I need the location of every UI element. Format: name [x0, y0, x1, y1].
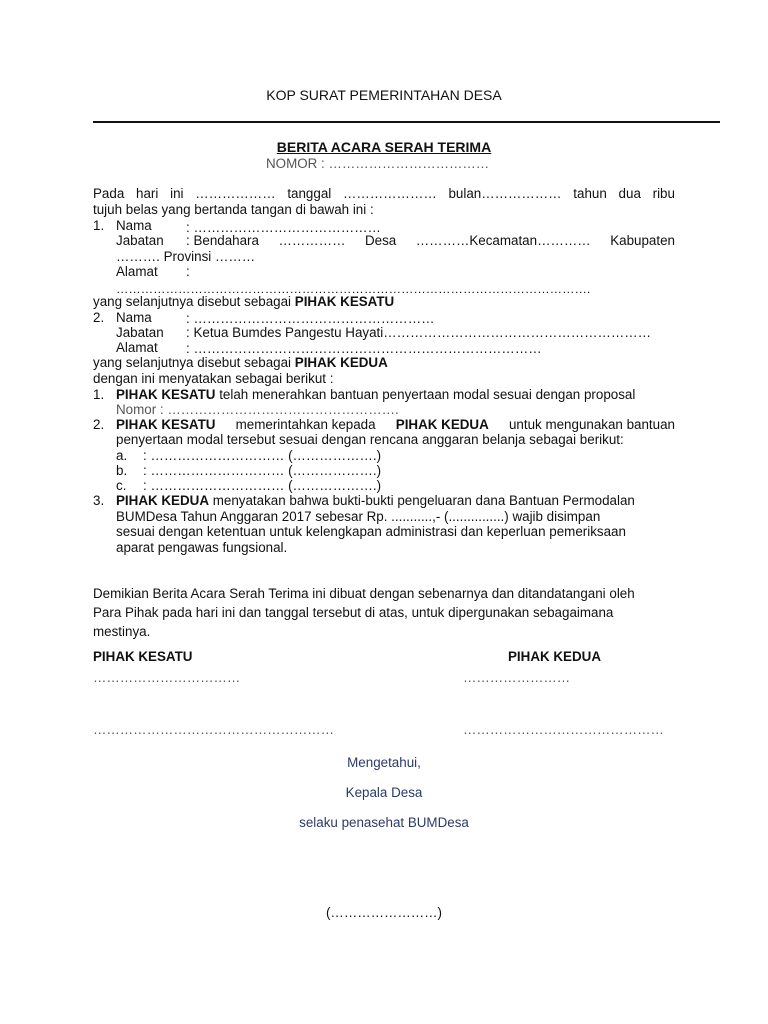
party1-position-value — [186, 233, 675, 249]
signature-left-title: PIHAK KESATU — [93, 649, 193, 664]
point2-text-2: untuk mengunakan bantuan — [508, 417, 675, 432]
intro-word: tahun — [573, 186, 607, 201]
party1-name-value: : …………………………………… — [186, 220, 381, 235]
party1-address-label: Alamat — [116, 264, 158, 279]
party1-position-label: Jabatan — [116, 233, 164, 248]
budget-item-label: c. — [116, 478, 127, 493]
point2-line1 — [116, 417, 675, 433]
party1-designation-text: yang selanjutnya disebut sebagai — [93, 294, 292, 309]
intro-word: ………………… — [342, 186, 437, 201]
party1-position-word: : Bendahara — [186, 233, 259, 248]
party1-position-word: Kabupaten — [610, 233, 675, 248]
approval-line-2: Kepala Desa — [345, 785, 423, 800]
party2-number: 2. — [93, 310, 105, 325]
party1-name-label: Nama — [116, 218, 152, 233]
approval-line-1: Mengetahui, — [347, 755, 421, 770]
approval-line-3: selaku penasehat BUMDesa — [299, 815, 469, 830]
signature-right-dots-1: …………………… — [463, 670, 571, 685]
point3-line2: BUMDesa Tahun Anggaran 2017 sebesar Rp. ...........,- (...............) wajib disimpan — [116, 509, 601, 524]
point2-bold-1: PIHAK KESATU — [116, 417, 216, 432]
intro-word: hari — [136, 186, 159, 201]
intro-word: ribu — [652, 186, 675, 201]
approval-signature: (……………………) — [325, 905, 443, 920]
intro-line-2: tujuh belas yang bertanda tangan di bawah ini : — [93, 202, 374, 217]
point2-line2: penyertaan modal tersebut sesuai dengan rencana anggaran belanja sebagai berikut: — [116, 432, 624, 447]
budget-item-value: : ………………………… (……………….) — [143, 478, 382, 493]
signature-left-dots-2: ……………………………………………… — [93, 722, 335, 737]
point1-bold: PIHAK KESATU — [116, 387, 216, 402]
header-rule — [93, 121, 720, 123]
signature-left-dots-1: …………………………… — [93, 670, 241, 685]
budget-item-value: : ………………………… (……………….) — [143, 448, 382, 463]
budget-item-label: b. — [116, 463, 128, 478]
intro-word: ini — [170, 186, 184, 201]
point1-text — [116, 387, 635, 403]
party1-designation — [93, 294, 394, 310]
party2-name-label: Nama — [116, 310, 152, 325]
intro-word: Pada — [93, 186, 125, 201]
party1-designation-bold: PIHAK KESATU — [294, 294, 395, 309]
letterhead: KOP SURAT PEMERINTAHAN DESA — [266, 87, 502, 103]
party1-position-line2: ………. Provinsi ……… — [116, 249, 256, 264]
party2-name-value: : ……………………………………………… — [186, 311, 435, 326]
point3-line4: aparat pengawas fungsional. — [116, 540, 288, 555]
statement-line: dengan ini menyatakan sebagai berikut : — [93, 371, 334, 386]
point3-body: menyatakan bahwa bukti-bukti pengeluaran dana Bantuan Permodalan — [212, 493, 635, 508]
party1-position-word: Desa — [364, 233, 397, 248]
document-title: BERITA ACARA SERAH TERIMA — [276, 139, 492, 155]
party1-address-colon: : — [186, 264, 190, 279]
closing-line-3: mestinya. — [93, 624, 151, 639]
point3-line1 — [116, 493, 635, 509]
intro-line-1 — [93, 186, 675, 202]
intro-word: tanggal — [287, 186, 332, 201]
party2-designation-bold: PIHAK KEDUA — [294, 355, 388, 370]
party2-designation-text: yang selanjutnya disebut sebagai — [93, 355, 292, 370]
intro-word: ……………… — [195, 186, 276, 201]
party2-designation — [93, 355, 388, 371]
party2-address-label: Alamat — [116, 340, 158, 355]
party2-address-value: : …………………………………………………………………… — [186, 341, 542, 356]
closing-line-1: Demikian Berita Acara Serah Terima ini dibuat dengan sebenarnya dan ditandatangani oleh — [93, 586, 635, 601]
point2-text-1: memerintahkan kepada — [235, 417, 376, 432]
party1-position-word: …………Kecamatan………… — [415, 233, 591, 248]
signature-right-dots-2: ……………………………………… — [463, 722, 664, 737]
party1-number: 1. — [93, 218, 105, 233]
point1-body: telah menerahkan bantuan penyertaan modal sesuai dengan proposal — [219, 387, 636, 402]
signature-right-title: PIHAK KEDUA — [508, 649, 601, 664]
intro-word: bulan……………… — [448, 186, 562, 201]
point1-number: 1. — [93, 387, 105, 402]
point2-bold-2: PIHAK KEDUA — [395, 417, 489, 432]
point2-number: 2. — [93, 417, 105, 432]
closing-line-2: Para Pihak pada hari ini dan tanggal tersebut di atas, untuk dipergunakan sebagaimana — [93, 605, 614, 620]
point3-number: 3. — [93, 493, 105, 508]
budget-item-value: : ………………………… (……………….) — [143, 463, 382, 478]
document-number: NOMOR : ……………………………… — [266, 156, 490, 171]
intro-word: dua — [618, 186, 641, 201]
budget-item-label: a. — [116, 448, 128, 463]
point1-proposal-number: Nomor : ……………………………………………. — [116, 402, 399, 417]
point3-bold: PIHAK KEDUA — [116, 493, 209, 508]
point3-line3: sesuai dengan ketentuan untuk kelengkapan administrasi dan keperluan pemeriksaan — [116, 524, 626, 539]
party2-position-value: : Ketua Bumdes Pangestu Hayati…………………………………………………… — [186, 325, 652, 340]
party1-address-value: ……………………………………………………………………………………………………. — [116, 282, 591, 296]
party2-position-label: Jabatan — [116, 325, 164, 340]
party1-position-word: …………… — [278, 233, 346, 248]
